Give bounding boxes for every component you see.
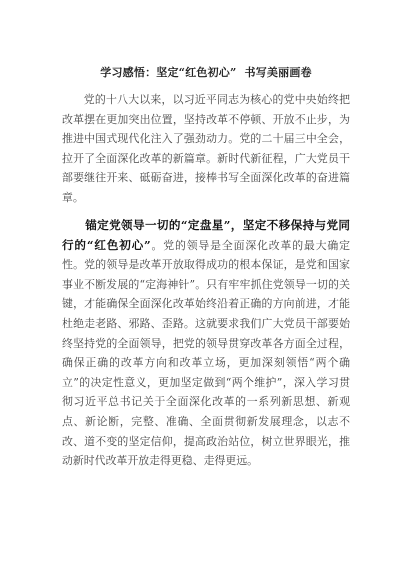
title-part-2: 书写美丽画卷 [244,66,312,79]
paragraph-2-heading: 锚定党领导一切的“定盘星”，坚定不移保持与党同行的“红色初心” [62,218,350,252]
document-title [62,64,350,80]
paragraph-1: 党的十八大以来，以习近平同志为核心的党中央始终把改革摆在更加突出位置，坚持改革不停顿、开放不止步，为推进中国式现代化注入了强劲动力。党的二十届三中全会，拉开了全面深化改革的新篇章。新时代新征程，广大党员干部要继往开来、砥砺奋进，接棒书写全面深化改革的奋进篇章。 [62,93,350,204]
paragraph-2 [62,216,350,471]
paragraph-2-body: 。党的领导是全面深化改革的最大确定性。党的领导是改革开放取得成功的根本保证，是党和国家事业不断发展的“定海神针”。只有牢牢抓住党领导一切的关键，才能确保全面深化改革始终沿着正确的方向前进，才能杜绝走老路、邪路、歪路。这就要求我们广大党员干部要始终坚持党的全面领导，把党的领导贯穿改革各方面全过程，确保正确的改革方向和改革立场，更加深刻领悟“两个确立”的决定性意义，更加坚定做到“两个维护”，深入学习贯彻习近平总书记关于全面深化改革的一系列新思想、新观点、新论断，完整、准确、全面贯彻新发展理念，以志不改、道不变的坚定信仰，提高政治站位，树立世界眼光，推动新时代改革开放走得更稳、走得更远。 [62,238,350,468]
title-part-1: 学习感悟：坚定“红色初心” [100,66,237,79]
